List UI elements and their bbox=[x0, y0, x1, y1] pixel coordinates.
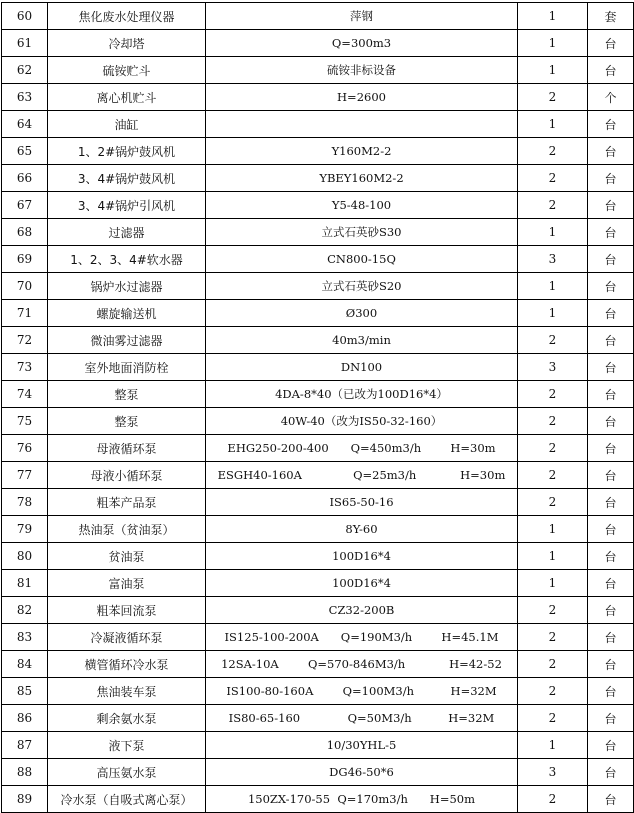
quantity-cell: 2 bbox=[518, 489, 588, 516]
specification-cell: 40m3/min bbox=[206, 327, 518, 354]
row-number-cell: 87 bbox=[2, 732, 48, 759]
unit-cell: 台 bbox=[588, 705, 634, 732]
quantity-cell: 3 bbox=[518, 246, 588, 273]
row-number-cell: 60 bbox=[2, 3, 48, 30]
specification-cell: 萍钢 bbox=[206, 3, 518, 30]
quantity-cell: 1 bbox=[518, 30, 588, 57]
equipment-name-cell: 整泵 bbox=[48, 408, 206, 435]
quantity-cell: 1 bbox=[518, 300, 588, 327]
equipment-table-body bbox=[2, 3, 634, 813]
table-row bbox=[2, 30, 634, 57]
row-number-cell: 62 bbox=[2, 57, 48, 84]
equipment-name-cell: 锅炉水过滤器 bbox=[48, 273, 206, 300]
unit-cell: 台 bbox=[588, 516, 634, 543]
unit-cell: 台 bbox=[588, 138, 634, 165]
row-number-cell: 73 bbox=[2, 354, 48, 381]
equipment-name-cell: 1、2#锅炉鼓风机 bbox=[48, 138, 206, 165]
quantity-cell: 1 bbox=[518, 543, 588, 570]
table-row bbox=[2, 300, 634, 327]
quantity-cell: 2 bbox=[518, 327, 588, 354]
specification-cell: EHG250-200-400 Q=450m3/h H=30m bbox=[206, 435, 518, 462]
specification-cell: IS65-50-16 bbox=[206, 489, 518, 516]
specification-cell: ESGH40-160A Q=25m3/h H=30m bbox=[206, 462, 518, 489]
unit-cell: 台 bbox=[588, 111, 634, 138]
quantity-cell: 1 bbox=[518, 3, 588, 30]
row-number-cell: 63 bbox=[2, 84, 48, 111]
row-number-cell: 76 bbox=[2, 435, 48, 462]
unit-cell: 台 bbox=[588, 219, 634, 246]
unit-cell: 台 bbox=[588, 327, 634, 354]
quantity-cell: 2 bbox=[518, 408, 588, 435]
equipment-name-cell: 热油泵（贫油泵） bbox=[48, 516, 206, 543]
equipment-table bbox=[1, 2, 634, 813]
equipment-name-cell: 母液小循环泵 bbox=[48, 462, 206, 489]
table-row bbox=[2, 516, 634, 543]
table-row bbox=[2, 462, 634, 489]
row-number-cell: 82 bbox=[2, 597, 48, 624]
table-row bbox=[2, 273, 634, 300]
table-row bbox=[2, 165, 634, 192]
equipment-name-cell: 母液循环泵 bbox=[48, 435, 206, 462]
unit-cell: 台 bbox=[588, 759, 634, 786]
specification-cell: H=2600 bbox=[206, 84, 518, 111]
quantity-cell: 2 bbox=[518, 705, 588, 732]
table-row bbox=[2, 732, 634, 759]
specification-cell: 立式石英砂S20 bbox=[206, 273, 518, 300]
table-row bbox=[2, 759, 634, 786]
table-row bbox=[2, 543, 634, 570]
unit-cell: 台 bbox=[588, 354, 634, 381]
unit-cell: 台 bbox=[588, 462, 634, 489]
table-row bbox=[2, 138, 634, 165]
quantity-cell: 3 bbox=[518, 354, 588, 381]
quantity-cell: 2 bbox=[518, 165, 588, 192]
row-number-cell: 89 bbox=[2, 786, 48, 813]
quantity-cell: 2 bbox=[518, 381, 588, 408]
equipment-name-cell: 粗苯回流泵 bbox=[48, 597, 206, 624]
unit-cell: 台 bbox=[588, 408, 634, 435]
specification-cell: DN100 bbox=[206, 354, 518, 381]
unit-cell: 台 bbox=[588, 597, 634, 624]
quantity-cell: 1 bbox=[518, 732, 588, 759]
specification-cell: CZ32-200B bbox=[206, 597, 518, 624]
equipment-name-cell: 离心机贮斗 bbox=[48, 84, 206, 111]
equipment-name-cell: 油缸 bbox=[48, 111, 206, 138]
specification-cell: DG46-50*6 bbox=[206, 759, 518, 786]
row-number-cell: 65 bbox=[2, 138, 48, 165]
unit-cell: 台 bbox=[588, 786, 634, 813]
specification-cell: Ø300 bbox=[206, 300, 518, 327]
table-row bbox=[2, 651, 634, 678]
row-number-cell: 71 bbox=[2, 300, 48, 327]
quantity-cell: 1 bbox=[518, 273, 588, 300]
unit-cell: 台 bbox=[588, 300, 634, 327]
unit-cell: 台 bbox=[588, 435, 634, 462]
unit-cell: 台 bbox=[588, 624, 634, 651]
equipment-name-cell: 微油雾过滤器 bbox=[48, 327, 206, 354]
unit-cell: 台 bbox=[588, 678, 634, 705]
equipment-name-cell: 贫油泵 bbox=[48, 543, 206, 570]
row-number-cell: 86 bbox=[2, 705, 48, 732]
row-number-cell: 67 bbox=[2, 192, 48, 219]
equipment-name-cell: 高压氨水泵 bbox=[48, 759, 206, 786]
table-row bbox=[2, 624, 634, 651]
equipment-name-cell: 1、2、3、4#软水器 bbox=[48, 246, 206, 273]
quantity-cell: 2 bbox=[518, 786, 588, 813]
unit-cell: 台 bbox=[588, 381, 634, 408]
row-number-cell: 77 bbox=[2, 462, 48, 489]
specification-cell: IS100-80-160A Q=100M3/h H=32M bbox=[206, 678, 518, 705]
specification-cell: 12SA-10A Q=570-846M3/h H=42-52 bbox=[206, 651, 518, 678]
table-row bbox=[2, 570, 634, 597]
quantity-cell: 1 bbox=[518, 570, 588, 597]
unit-cell: 台 bbox=[588, 732, 634, 759]
unit-cell: 台 bbox=[588, 192, 634, 219]
table-row bbox=[2, 786, 634, 813]
specification-cell: Q=300m3 bbox=[206, 30, 518, 57]
equipment-name-cell: 冷凝液循环泵 bbox=[48, 624, 206, 651]
equipment-name-cell: 整泵 bbox=[48, 381, 206, 408]
row-number-cell: 81 bbox=[2, 570, 48, 597]
equipment-name-cell: 液下泵 bbox=[48, 732, 206, 759]
specification-cell: 150ZX-170-55 Q=170m3/h H=50m bbox=[206, 786, 518, 813]
unit-cell: 台 bbox=[588, 165, 634, 192]
specification-cell: IS80-65-160 Q=50M3/h H=32M bbox=[206, 705, 518, 732]
row-number-cell: 75 bbox=[2, 408, 48, 435]
unit-cell: 个 bbox=[588, 84, 634, 111]
unit-cell: 台 bbox=[588, 489, 634, 516]
unit-cell: 台 bbox=[588, 651, 634, 678]
quantity-cell: 1 bbox=[518, 516, 588, 543]
quantity-cell: 2 bbox=[518, 624, 588, 651]
specification-cell: 4DA-8*40（已改为100D16*4） bbox=[206, 381, 518, 408]
equipment-name-cell: 3、4#锅炉鼓风机 bbox=[48, 165, 206, 192]
quantity-cell: 3 bbox=[518, 759, 588, 786]
row-number-cell: 78 bbox=[2, 489, 48, 516]
quantity-cell: 1 bbox=[518, 219, 588, 246]
quantity-cell: 2 bbox=[518, 84, 588, 111]
specification-cell: Y5-48-100 bbox=[206, 192, 518, 219]
unit-cell: 套 bbox=[588, 3, 634, 30]
specification-cell: YBEY160M2-2 bbox=[206, 165, 518, 192]
specification-cell: 100D16*4 bbox=[206, 543, 518, 570]
table-row bbox=[2, 408, 634, 435]
quantity-cell: 2 bbox=[518, 435, 588, 462]
row-number-cell: 85 bbox=[2, 678, 48, 705]
equipment-name-cell: 横管循环冷水泵 bbox=[48, 651, 206, 678]
quantity-cell: 1 bbox=[518, 111, 588, 138]
quantity-cell: 1 bbox=[518, 57, 588, 84]
equipment-name-cell: 富油泵 bbox=[48, 570, 206, 597]
specification-cell: 立式石英砂S30 bbox=[206, 219, 518, 246]
quantity-cell: 2 bbox=[518, 138, 588, 165]
table-row bbox=[2, 327, 634, 354]
table-row bbox=[2, 192, 634, 219]
row-number-cell: 72 bbox=[2, 327, 48, 354]
quantity-cell: 2 bbox=[518, 678, 588, 705]
table-row bbox=[2, 354, 634, 381]
equipment-name-cell: 3、4#锅炉引风机 bbox=[48, 192, 206, 219]
table-row bbox=[2, 3, 634, 30]
table-row bbox=[2, 57, 634, 84]
row-number-cell: 61 bbox=[2, 30, 48, 57]
unit-cell: 台 bbox=[588, 57, 634, 84]
row-number-cell: 70 bbox=[2, 273, 48, 300]
equipment-name-cell: 硫铵贮斗 bbox=[48, 57, 206, 84]
unit-cell: 台 bbox=[588, 543, 634, 570]
equipment-name-cell: 过滤器 bbox=[48, 219, 206, 246]
table-row bbox=[2, 435, 634, 462]
row-number-cell: 64 bbox=[2, 111, 48, 138]
table-row bbox=[2, 705, 634, 732]
unit-cell: 台 bbox=[588, 30, 634, 57]
equipment-name-cell: 冷水泵（自吸式离心泵） bbox=[48, 786, 206, 813]
specification-cell: CN800-15Q bbox=[206, 246, 518, 273]
row-number-cell: 68 bbox=[2, 219, 48, 246]
table-row bbox=[2, 111, 634, 138]
table-row bbox=[2, 597, 634, 624]
equipment-name-cell: 螺旋输送机 bbox=[48, 300, 206, 327]
unit-cell: 台 bbox=[588, 273, 634, 300]
equipment-name-cell: 室外地面消防栓 bbox=[48, 354, 206, 381]
quantity-cell: 2 bbox=[518, 597, 588, 624]
table-row bbox=[2, 246, 634, 273]
specification-cell bbox=[206, 111, 518, 138]
row-number-cell: 80 bbox=[2, 543, 48, 570]
equipment-name-cell: 焦油装车泵 bbox=[48, 678, 206, 705]
quantity-cell: 2 bbox=[518, 192, 588, 219]
table-row bbox=[2, 489, 634, 516]
row-number-cell: 88 bbox=[2, 759, 48, 786]
row-number-cell: 66 bbox=[2, 165, 48, 192]
row-number-cell: 84 bbox=[2, 651, 48, 678]
specification-cell: 硫铵非标设备 bbox=[206, 57, 518, 84]
table-row bbox=[2, 219, 634, 246]
specification-cell: 8Y-60 bbox=[206, 516, 518, 543]
table-row bbox=[2, 381, 634, 408]
specification-cell: 100D16*4 bbox=[206, 570, 518, 597]
unit-cell: 台 bbox=[588, 246, 634, 273]
specification-cell: 10/30YHL-5 bbox=[206, 732, 518, 759]
equipment-name-cell: 冷却塔 bbox=[48, 30, 206, 57]
quantity-cell: 2 bbox=[518, 651, 588, 678]
row-number-cell: 74 bbox=[2, 381, 48, 408]
specification-cell: 40W-40（改为IS50-32-160） bbox=[206, 408, 518, 435]
row-number-cell: 79 bbox=[2, 516, 48, 543]
equipment-name-cell: 焦化废水处理仪器 bbox=[48, 3, 206, 30]
specification-cell: Y160M2-2 bbox=[206, 138, 518, 165]
row-number-cell: 69 bbox=[2, 246, 48, 273]
equipment-name-cell: 粗苯产品泵 bbox=[48, 489, 206, 516]
specification-cell: IS125-100-200A Q=190M3/h H=45.1M bbox=[206, 624, 518, 651]
row-number-cell: 83 bbox=[2, 624, 48, 651]
table-row bbox=[2, 84, 634, 111]
quantity-cell: 2 bbox=[518, 462, 588, 489]
equipment-name-cell: 剩余氨水泵 bbox=[48, 705, 206, 732]
table-row bbox=[2, 678, 634, 705]
unit-cell: 台 bbox=[588, 570, 634, 597]
